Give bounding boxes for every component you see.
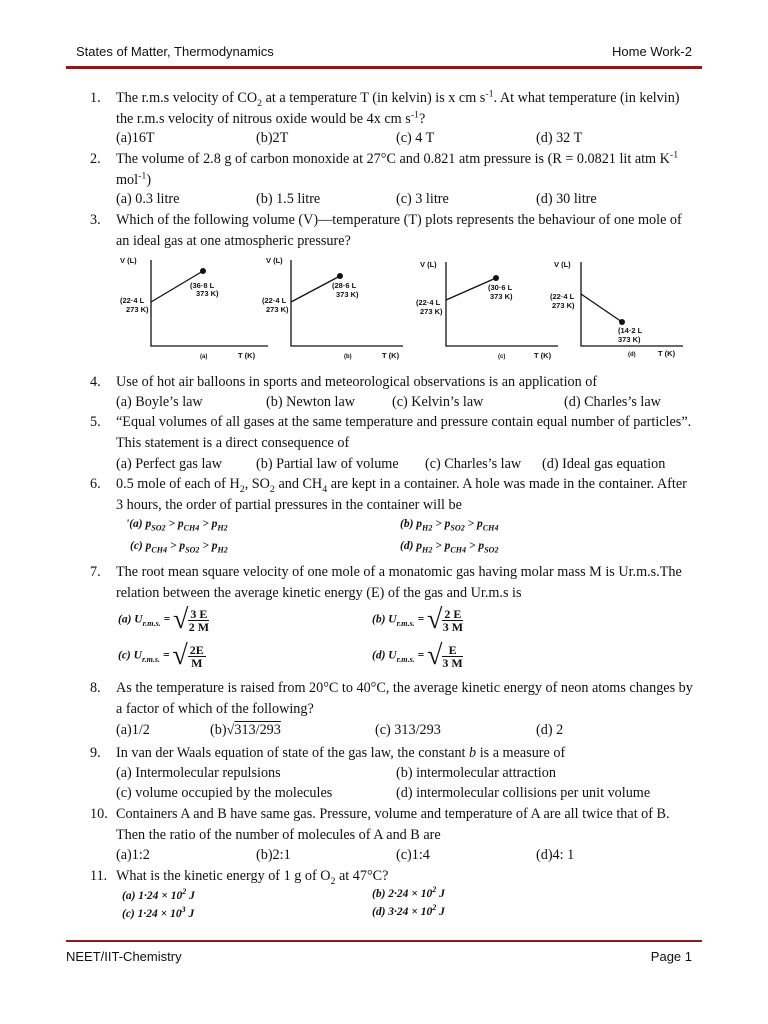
option-b: (b) Partial law of volume	[256, 456, 399, 472]
svg-text:373 K): 373 K)	[618, 335, 641, 344]
plot-point	[619, 319, 625, 325]
plot-c	[416, 260, 558, 360]
svg-text:(22·4 L: (22·4 L	[120, 296, 145, 305]
plot-line	[581, 294, 622, 322]
question-number: 5.	[90, 414, 101, 430]
svg-text:273 K): 273 K)	[420, 307, 443, 316]
option-c: (c) 313/293	[375, 722, 441, 738]
footer-course: NEET/IIT-Chemistry	[66, 949, 182, 964]
option-a: (a)1/2	[116, 722, 150, 738]
plot-point	[200, 268, 206, 274]
svg-text:T (K): T (K)	[534, 351, 552, 360]
plot-point	[337, 273, 343, 279]
option-b: (b)2T	[256, 130, 289, 146]
question-number: 4.	[90, 374, 101, 390]
page-number: Page 1	[650, 949, 692, 964]
question-text: “Equal volumes of all gases at the same temperature and pressure contain equal number of particles”. This statement is a direct consequence of	[116, 414, 692, 451]
option-a: (a) $1\cdot 24 \times 10^2$ J	[122, 887, 195, 902]
option-c: (c)1:4	[396, 847, 430, 863]
question-number: 11.	[90, 868, 108, 884]
footer-rule	[66, 940, 702, 942]
question-number: 8.	[90, 680, 101, 696]
svg-text:(22·4 L: (22·4 L	[416, 298, 441, 307]
header-homework: Home Work-2	[612, 44, 692, 59]
question-text: What is the kinetic energy of 1 g of $O_2$ at 47°C?	[116, 868, 389, 887]
svg-text:373 K): 373 K)	[336, 290, 359, 299]
option-a: '(a) $p_{SO2} > p_{CH4} > p_{H2}$	[126, 518, 228, 533]
question-number: 6.	[90, 476, 101, 492]
plot-d	[550, 260, 683, 358]
question-text: In van der Waals equation of state of the gas law, the constant b is a measure of	[116, 745, 566, 761]
svg-text:T (K): T (K)	[382, 351, 400, 360]
option-d: (d) intermolecular collisions per unit volume	[396, 785, 651, 801]
question-text: The volume of 2.8 g of carbon monoxide at 27°C and 0.821 atm pressure is (R = 0.0821 lit atm $K^{-1}$ mol$^{-1}$)	[116, 149, 679, 188]
svg-text:(d): (d)	[628, 352, 636, 358]
header-title: States of Matter, Thermodynamics	[76, 44, 274, 59]
option-a: (a) Perfect gas law	[116, 456, 222, 472]
question-number: 7.	[90, 564, 101, 580]
option-c: (c) $1\cdot 24 \times 10^3$ J	[122, 905, 195, 920]
question-text: 0.5 mole of each of $H_2$, $SO_2$ and $CH_4$ are kept in a container. A hole was made in the container. After 3 hours, the order of partial pressures in the container will be	[116, 476, 687, 513]
question-number: 3.	[90, 212, 101, 228]
option-d: (d) Ideal gas equation	[542, 456, 666, 472]
option-a: (a) $U_{r.m.s.}$ = √ $\frac{3 E}{2 M}$	[118, 604, 210, 635]
question-number: 10.	[90, 806, 108, 822]
question-text: Containers A and B have same gas. Pressure, volume and temperature of A are all twice that of B. Then the ratio of the number of molecules of A and B are	[116, 806, 670, 843]
svg-text:273 K): 273 K)	[266, 305, 289, 314]
option-b: (b) 1.5 litre	[256, 191, 321, 207]
svg-text:(30·6 L: (30·6 L	[488, 283, 513, 292]
question-text: Which of the following volume (V)—temperature (T) plots represents the behaviour of one mole of an ideal gas at one atmospheric pressure?	[116, 212, 682, 249]
svg-text:(28·6 L: (28·6 L	[332, 281, 357, 290]
plot-b	[262, 256, 403, 360]
question-number: 9.	[90, 745, 101, 761]
y-axis-label: V (L)	[120, 256, 137, 265]
plot-point	[493, 275, 499, 281]
question-text: The r.m.s velocity of $CO_2$ at a temperature T (in kelvin) is x cm $s^{-1}$. At what temperature (in kelvin) the r.m.s velocity of nitrous oxide would be 4x cm $s^{-1}$?	[116, 88, 680, 127]
option-b: (b) $2\cdot 24 \times 10^2$ J	[372, 885, 445, 900]
option-d: (d)4: 1	[536, 847, 575, 863]
option-a: (a) Intermolecular repulsions	[116, 765, 281, 781]
option-a: (a)1:2	[116, 847, 150, 863]
svg-text:373 K): 373 K)	[196, 289, 219, 298]
svg-text:(14·2 L: (14·2 L	[618, 326, 643, 335]
option-d: (d) 30 litre	[536, 191, 597, 207]
question-text: The root mean square velocity of one mole of a monatomic gas having molar mass M is Ur.m.s.The relation between the average kinetic energy (E) of the gas and Ur.m.s is	[116, 564, 682, 601]
option-c: (c) $U_{r.m.s.}$ = √ $\frac{2E}{M}$	[118, 640, 204, 671]
option-a: (a) Boyle’s law	[116, 394, 203, 410]
header-rule	[66, 66, 702, 69]
option-d: (d) $p_{H2} > p_{CH4} > p_{SO2}$	[400, 540, 499, 555]
option-b: (b) intermolecular attraction	[396, 765, 556, 781]
option-a: (a)16T	[116, 130, 155, 146]
svg-text:V (L): V (L)	[554, 260, 571, 269]
page-header	[76, 42, 692, 64]
option-d: (d) $U_{r.m.s.}$ = √ $\frac{E}{3 M}$	[372, 640, 463, 671]
svg-text:(22·4 L: (22·4 L	[550, 292, 575, 301]
svg-text:(22·4 L: (22·4 L	[262, 296, 287, 305]
option-c: (c) 4 T	[396, 130, 435, 146]
option-a: (a) 0.3 litre	[116, 191, 180, 207]
plot-a	[120, 256, 268, 360]
option-c: (c) volume occupied by the molecules	[116, 785, 333, 801]
svg-text:(a): (a)	[200, 354, 208, 360]
svg-text:273 K): 273 K)	[552, 301, 575, 310]
page-footer	[66, 946, 692, 966]
question-text: As the temperature is raised from 20°C to 40°C, the average kinetic energy of neon atoms changes by a factor of which of the following?	[116, 680, 693, 717]
svg-text:V (L): V (L)	[266, 256, 283, 265]
option-b: (b) Newton law	[266, 394, 356, 410]
option-b: (b) $U_{r.m.s.}$ = √ $\frac{2 E}{3 M}$	[372, 604, 464, 635]
option-b: (b)√313/293	[210, 722, 281, 738]
svg-text:(36·8 L: (36·8 L	[190, 281, 215, 290]
option-d: (d) Charles’s law	[564, 394, 661, 410]
vt-plots	[118, 254, 688, 366]
svg-text:373 K): 373 K)	[490, 292, 513, 301]
question-number: 1.	[90, 90, 101, 106]
svg-text:273 K): 273 K)	[126, 305, 149, 314]
option-c: (c) Kelvin’s law	[392, 394, 484, 410]
option-b: (b)2:1	[256, 847, 291, 863]
svg-text:T (K): T (K)	[238, 351, 256, 360]
question-number: 2.	[90, 151, 101, 167]
svg-text:T (K): T (K)	[658, 349, 676, 358]
question-text: Use of hot air balloons in sports and meteorological observations is an application of	[116, 374, 598, 390]
svg-text:V (L): V (L)	[420, 260, 437, 269]
option-b: (b) $p_{H2} > p_{SO2} > p_{CH4}$	[400, 518, 499, 533]
svg-text:(b): (b)	[344, 354, 352, 360]
svg-text:(c): (c)	[498, 354, 506, 360]
option-d: (d) $3\cdot 24 \times 10^2$ J	[372, 903, 445, 918]
option-d: (d) 2	[536, 722, 564, 738]
option-c: (c) Charles’s law	[425, 456, 522, 472]
option-d: (d) 32 T	[536, 130, 583, 146]
option-c: (c) 3 litre	[396, 191, 449, 207]
option-c: (c) $p_{CH4} > p_{SO2} > p_{H2}$	[130, 540, 228, 555]
